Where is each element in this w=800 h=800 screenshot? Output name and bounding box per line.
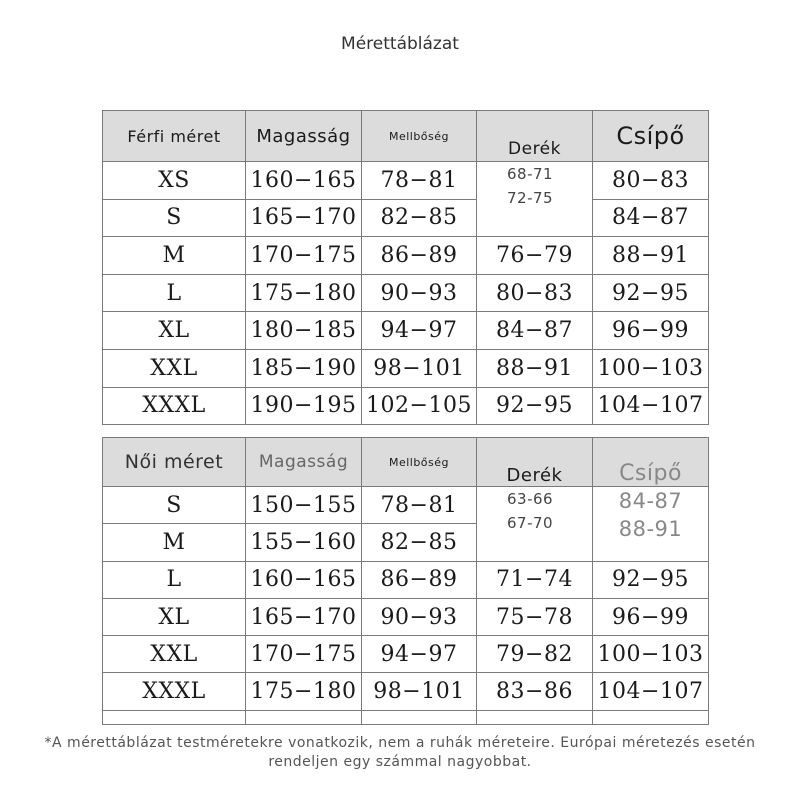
chest-cell: 90−93 (362, 274, 477, 312)
height-cell: 170−175 (246, 237, 362, 275)
size-cell: S (103, 487, 246, 524)
footnote (0, 734, 800, 772)
hip-value: 84-87 (618, 489, 683, 513)
women-waist-header: Derék (477, 438, 593, 487)
chest-cell: 86−89 (362, 237, 477, 275)
waist-cell: 84−87 (477, 312, 593, 350)
table-row (103, 312, 709, 350)
blank-cell (362, 710, 477, 724)
waist-cell: 76−79 (477, 237, 593, 275)
waist-cell: 88−91 (477, 349, 593, 387)
height-cell: 175−180 (246, 274, 362, 312)
height-cell: 160−165 (246, 561, 362, 598)
table-row (103, 673, 709, 710)
waist-value: 72-75 (507, 189, 554, 207)
waist-cell: 92−95 (477, 387, 593, 425)
waist-cell: 80−83 (477, 274, 593, 312)
men-height-header: Magasság (246, 111, 362, 162)
height-cell: 190−195 (246, 387, 362, 425)
blank-row (103, 710, 709, 724)
men-chest-header: Mellbőség (362, 111, 477, 162)
size-cell: XXXL (103, 387, 246, 425)
waist-cell: 71−74 (477, 561, 593, 598)
hip-cell: 104−107 (593, 387, 709, 425)
table-row (103, 199, 709, 237)
men-header-row (103, 111, 709, 162)
table-row (103, 349, 709, 387)
footnote-line-1: *A mérettáblázat testméretekre vonatkozik, nem a ruhák méreteire. Európai méretezés esetén (44, 735, 756, 751)
hip-cell: 80−83 (593, 162, 709, 200)
women-size-table (102, 437, 709, 725)
size-cell: XXXL (103, 673, 246, 710)
blank-cell (477, 710, 593, 724)
hip-cell: 96−99 (593, 312, 709, 350)
chest-cell: 86−89 (362, 561, 477, 598)
blank-cell (246, 710, 362, 724)
chest-cell: 98−101 (362, 349, 477, 387)
table-row (103, 561, 709, 598)
size-cell: L (103, 561, 246, 598)
hip-cell: 88−91 (593, 237, 709, 275)
men-size-header: Férfi méret (103, 111, 246, 162)
hip-cell: 92−95 (593, 274, 709, 312)
table-row (103, 487, 709, 524)
hip-cell: 100−103 (593, 349, 709, 387)
chest-cell: 78−81 (362, 162, 477, 200)
chest-cell: 98−101 (362, 673, 477, 710)
height-cell: 175−180 (246, 673, 362, 710)
women-chest-header: Mellbőség (362, 438, 477, 487)
size-cell: XS (103, 162, 246, 200)
table-row (103, 162, 709, 200)
blank-cell (103, 710, 246, 724)
chest-cell: 82−85 (362, 199, 477, 237)
hip-cell: 84−87 (593, 199, 709, 237)
waist-value: 67-70 (507, 514, 554, 532)
chest-cell: 82−85 (362, 524, 477, 561)
waist-merged-cell (477, 487, 593, 562)
waist-merged-cell (477, 162, 593, 237)
women-hip-header: Csípő (593, 438, 709, 487)
size-cell: S (103, 199, 246, 237)
women-header-row (103, 438, 709, 487)
table-row (103, 387, 709, 425)
waist-value: 68-71 (507, 165, 554, 183)
waist-value: 63-66 (507, 490, 554, 508)
size-cell: XL (103, 598, 246, 635)
men-waist-header: Derék (477, 111, 593, 162)
hip-merged-cell (593, 487, 709, 562)
size-cell: L (103, 274, 246, 312)
chest-cell: 102−105 (362, 387, 477, 425)
height-cell: 180−185 (246, 312, 362, 350)
height-cell: 165−170 (246, 199, 362, 237)
table-row (103, 237, 709, 275)
table-row (103, 274, 709, 312)
table-row (103, 598, 709, 635)
women-size-header: Női méret (103, 438, 246, 487)
men-hip-header: Csípő (593, 111, 709, 162)
chest-cell: 94−97 (362, 312, 477, 350)
size-cell: XXL (103, 349, 246, 387)
hip-cell: 104−107 (593, 673, 709, 710)
footnote-line-2: rendeljen egy számmal nagyobbat. (268, 754, 532, 770)
chest-cell: 94−97 (362, 636, 477, 673)
size-cell: XL (103, 312, 246, 350)
men-size-table (102, 110, 709, 425)
size-cell: XXL (103, 636, 246, 673)
size-cell: M (103, 524, 246, 561)
height-cell: 160−165 (246, 162, 362, 200)
chest-cell: 78−81 (362, 487, 477, 524)
table-row (103, 636, 709, 673)
height-cell: 185−190 (246, 349, 362, 387)
size-cell: M (103, 237, 246, 275)
chest-cell: 90−93 (362, 598, 477, 635)
waist-cell: 83−86 (477, 673, 593, 710)
height-cell: 150−155 (246, 487, 362, 524)
waist-cell: 75−78 (477, 598, 593, 635)
hip-value: 88-91 (618, 517, 683, 541)
page-title: Mérettáblázat (341, 34, 459, 54)
height-cell: 165−170 (246, 598, 362, 635)
blank-cell (593, 710, 709, 724)
waist-cell: 79−82 (477, 636, 593, 673)
women-height-header: Magasság (246, 438, 362, 487)
height-cell: 155−160 (246, 524, 362, 561)
hip-cell: 96−99 (593, 598, 709, 635)
hip-cell: 92−95 (593, 561, 709, 598)
hip-cell: 100−103 (593, 636, 709, 673)
height-cell: 170−175 (246, 636, 362, 673)
